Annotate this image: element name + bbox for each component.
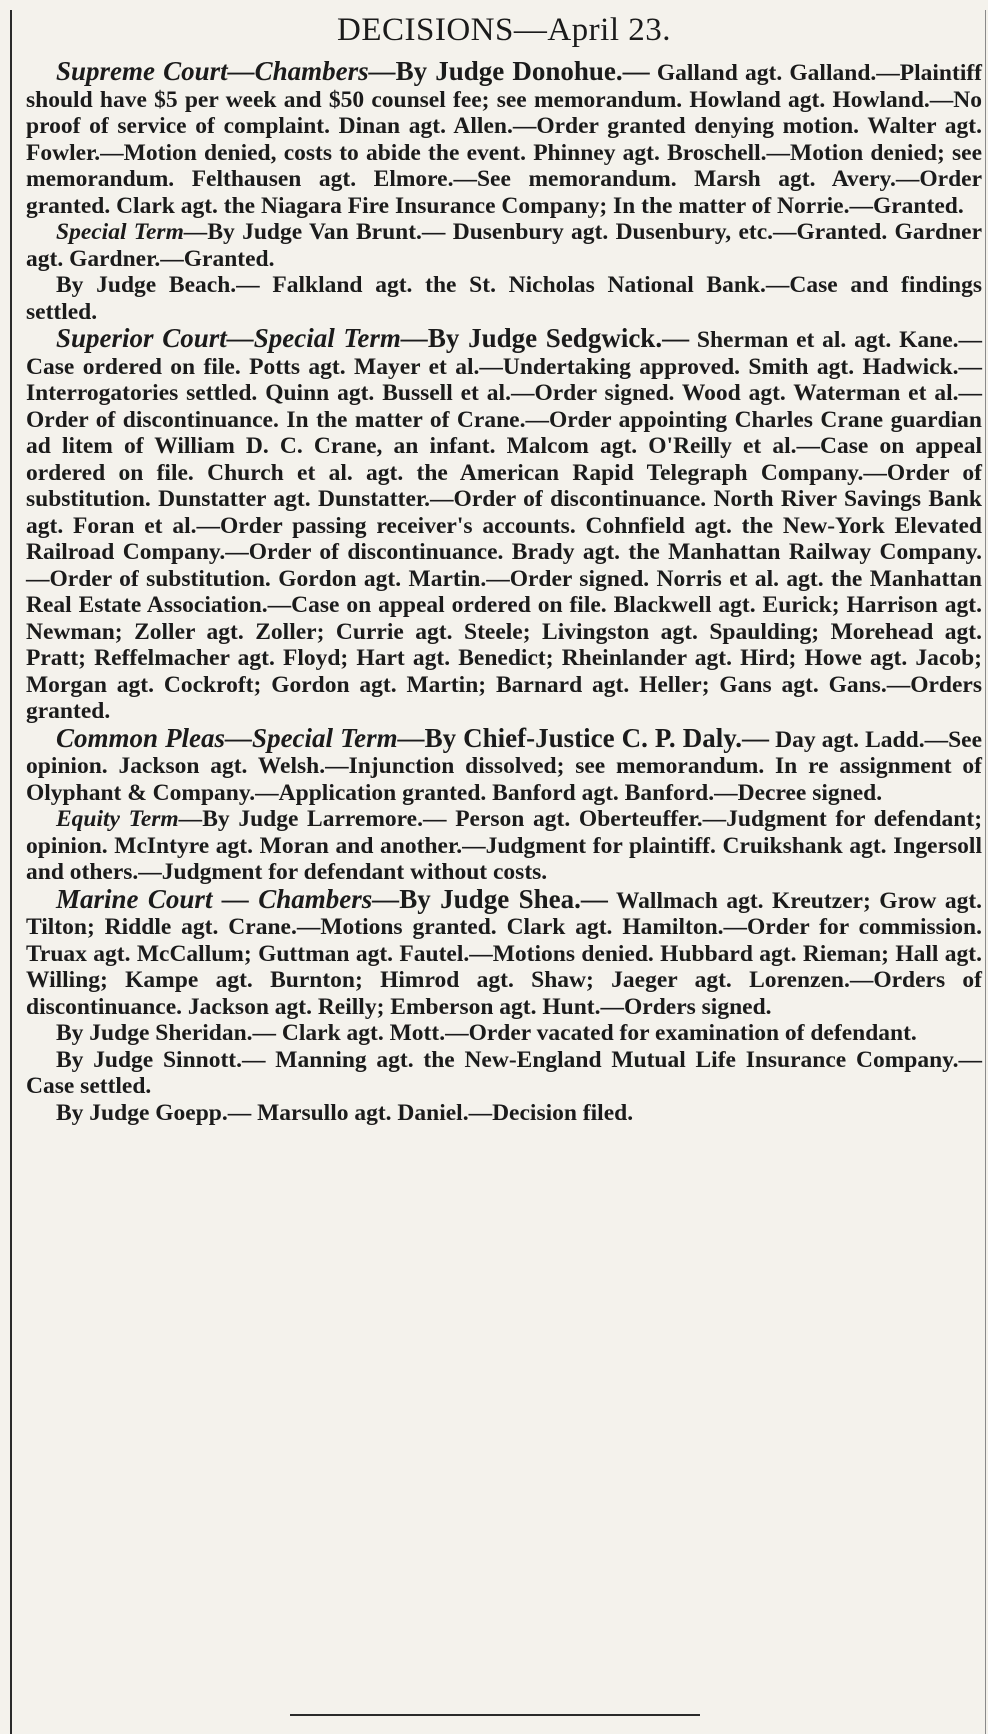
court-heading: Superior Court—Special Term— bbox=[56, 323, 428, 353]
section-marine-chambers bbox=[26, 883, 983, 1021]
judge-name: By Judge Donohue.— bbox=[395, 56, 650, 86]
section-judge-goepp bbox=[26, 1100, 982, 1127]
decisions-text: Sherman et al. agt. Kane.—Case ordered on file. Potts agt. Mayer et al.—Undertaking approved. Smith agt. Hadwick.—Interrogatories settled. Quinn agt. Bussell et al.—Order signed. Wood agt. Waterman et al.—Order of discontinuance. In the matter of Crane.—Order appointing Charles Crane guardian ad litem of William D. C. Crane, an infant. Malcom agt. O'Reilly et al.—Case on appeal ordered on file. Church et al. agt. the American Rapid Telegraph Company.—Order of substitution. Dunstatter agt. Dunstatter.—Order of discontinuance. North River Savings Bank agt. Foran et al.—Order passing receiver's accounts. Cohnfield agt. the New-York Elevated Railroad Company.—Order of discontinuance. Brady agt. the Manhattan Railway Company.—Order of substitution. Gordon agt. Martin.—Order signed. Norris et al. agt. the Manhattan Real Estate Association.—Case on appeal ordered on file. Blackwell agt. Eurick; Harrison agt. Newman; Zoller agt. Zoller; Currie agt. Steele; Livingston agt. Spaulding; Morehead agt. Pratt; Reffelmacher agt. Floyd; Hart agt. Benedict; Rheinlander agt. Hird; Howe agt. Jacob; Morgan agt. Cockroft; Gordon agt. Martin; Barnard agt. Heller; Gans agt. Gans.—Orders granted. bbox=[26, 327, 983, 724]
judge-name: By Chief-Justice C. P. Daly.— bbox=[424, 722, 769, 753]
judge-name: By Judge Larremore.— bbox=[202, 806, 447, 832]
section-equity-term bbox=[26, 806, 982, 886]
column-rule-right bbox=[985, 10, 986, 1734]
section-common-pleas bbox=[26, 722, 983, 807]
decisions-text: Wallmach agt. Kreutzer; Grow agt. Tilton; Riddle agt. Crane.—Motions granted. Clark agt. Hamilton.—Order for commission. Truax agt. McCallum; Guttman agt. Fautel.—Motions denied. Hubbard agt. Rieman; Hall agt. Willing; Kampe agt. Burnton; Himrod agt. Shaw; Jaeger agt. Lorenzen.—Orders of discontinuance. Jackson agt. Reilly; Emberson agt. Hunt.—Orders signed. bbox=[26, 887, 983, 1020]
decisions-text: Galland agt. Galland.—Plaintiff should have $5 per week and $50 counsel fee; see memorandum. Howland agt. Howland.—No proof of service of complaint. Dinan agt. Allen.—Order granted denying motion. Walter agt. Fowler.—Motion denied, costs to abide the event. Phinney agt. Broschell.—Motion denied; see memorandum. Felthausen agt. Elmore.—See memorandum. Marsh agt. Avery.—Order granted. Clark agt. the Niagara Fire Insurance Company; In the matter of Norrie.—Granted. bbox=[26, 60, 982, 219]
decisions-text: Manning agt. the New-England Mutual Life Insurance Company.—Case settled. bbox=[26, 1046, 982, 1099]
footer-rule bbox=[290, 1714, 700, 1716]
judge-name: By Judge Beach.— bbox=[56, 272, 260, 298]
section-judge-sinnott bbox=[26, 1047, 982, 1100]
decisions-text: Dusenbury agt. Dusenbury, etc.—Granted. Gardner agt. Gardner.—Granted. bbox=[26, 219, 983, 272]
judge-name: By Judge Sheridan.— bbox=[56, 1020, 277, 1046]
decisions-text: Falkland agt. the St. Nicholas National Bank.—Case and findings settled. bbox=[26, 272, 982, 325]
decisions-text: Clark agt. Mott.—Order vacated for examination of defendant. bbox=[281, 1020, 917, 1046]
section-judge-beach bbox=[26, 272, 982, 325]
decisions-text: Person agt. Oberteuffer.—Judgment for defendant; opinion. McIntyre agt. Moran and another.—Judgment for plaintiff. Cruikshank agt. Ingersoll and others.—Judgment for defendant without costs. bbox=[26, 806, 983, 885]
judge-name: By Judge Goepp.— bbox=[56, 1099, 252, 1126]
court-heading: Special Term— bbox=[56, 219, 208, 245]
court-heading: Supreme Court—Chambers— bbox=[56, 56, 396, 86]
section-judge-sheridan bbox=[26, 1020, 982, 1047]
judge-name: By Judge Shea.— bbox=[399, 883, 608, 914]
newspaper-column bbox=[0, 10, 988, 1734]
column-rule-left bbox=[10, 10, 12, 1734]
page-title: DECISIONS—April 23. bbox=[336, 12, 671, 48]
judge-name: By Judge Sedgwick.— bbox=[427, 323, 690, 353]
court-heading: Common Pleas—Special Term— bbox=[56, 722, 425, 753]
judge-name: By Judge Van Brunt.— bbox=[207, 219, 446, 245]
decisions-text: Day agt. Ladd.—See opinion. Jackson agt. Welsh.—Injunction dissolved; see memorandum. In re assignment of Olyphant & Company.—Application granted. Banford agt. Banford.—Decree signed. bbox=[26, 726, 983, 806]
judge-name: By Judge Sinnott.— bbox=[56, 1046, 266, 1073]
court-heading: Marine Court — Chambers— bbox=[56, 883, 400, 914]
decisions-text: Marsullo agt. Daniel.—Decision filed. bbox=[257, 1099, 634, 1126]
section-superior-special bbox=[26, 325, 982, 725]
section-supreme-special bbox=[26, 219, 982, 272]
court-heading: Equity Term— bbox=[56, 806, 203, 832]
section-supreme-chambers bbox=[26, 58, 982, 219]
